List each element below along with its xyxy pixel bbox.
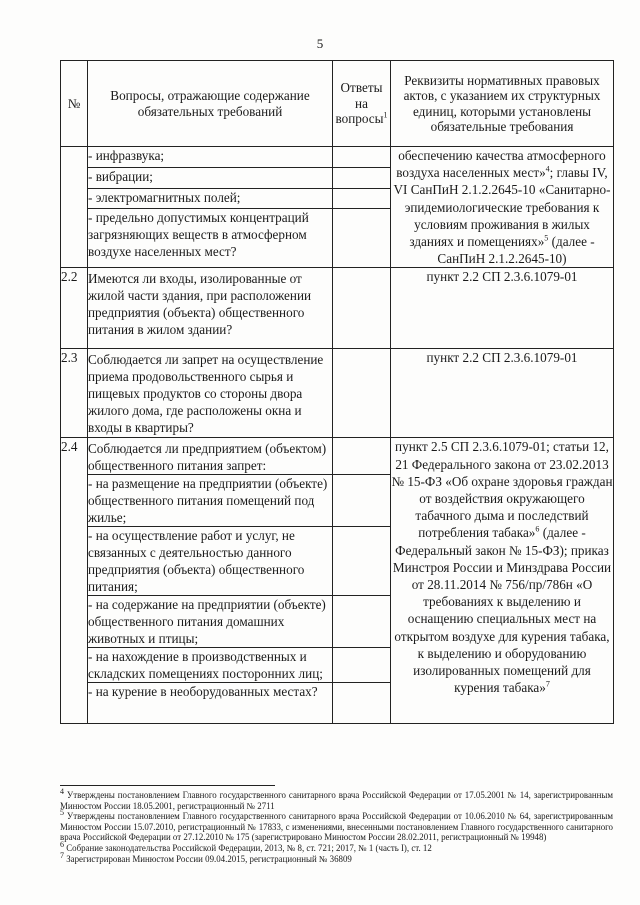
question-text: Имеются ли входы, изолированные от жилой части здания, при расположении предприятия (объекта) общественного питания в жилом здании?: [88, 268, 333, 349]
sub-item: - на размещение на предприятии (объекте) общественного питания помещений под жилье;: [88, 475, 333, 527]
reference-cell: обеспечению качества атмосферного воздуха населенных мест»$^4$; главы IV, VI СанПиН 2.1.2.2645-10 «Санитарно-эпидемиологические требования к условиям проживания в жилых зданиях и помещениях»$^5$ (далее - СанПиН 2.1.2.2645-10): [391, 147, 614, 268]
footnote: $^4$ Утверждены постановлением Главного государственного санитарного врача Российской Федерации от 17.05.2001 № 14, зарегистрированным Минюстом России 18.05.2001, регистрационный № 2711: [60, 787, 613, 811]
table-row: [61, 349, 614, 438]
row-num: 2.2: [61, 268, 88, 349]
answer-cell[interactable]: [333, 188, 391, 209]
answer-cell[interactable]: [333, 648, 391, 683]
table-row: [61, 268, 614, 349]
table-header-row: [61, 61, 614, 147]
answer-cell[interactable]: [333, 527, 391, 596]
reference-cell: пункт 2.5 СП 2.3.6.1079-01; статьи 12, 21 Федерального закона от 23.02.2013 № 15-ФЗ «Об охране здоровья граждан от воздействия окружающего табачного дыма и последствий потребления табака»$^6$ (далее - Федеральный закон № 15-ФЗ); приказ Минстроя России и Минздрава России от 28.11.2014 № 756/пр/786н «О требованиях к выделению и оснащению специальных мест на открытом воздухе для курения табака, к выделению и оборудованию изолированных помещений для курения табака»$^7$: [391, 438, 614, 724]
header-refs: Реквизиты нормативных правовых актов, с указанием их структурных единиц, которыми установлены обязательные требования: [391, 61, 614, 147]
sub-item: - предельно допустимых концентраций загрязняющих веществ в атмосферном воздухе населенных мест?: [88, 209, 333, 268]
answer-cell[interactable]: [333, 167, 391, 188]
table-row: [61, 438, 614, 475]
answer-cell[interactable]: [333, 268, 391, 349]
footnotes: [60, 787, 613, 864]
sub-item: - на содержание на предприятии (объекте) общественного питания домашних животных и птицы;: [88, 596, 333, 648]
sub-item: - инфразвука;: [88, 147, 333, 168]
footnote-divider: [60, 785, 275, 786]
sub-item: - на осуществление работ и услуг, не связанных с деятельностью данного предприятия (объекта) общественного питания;: [88, 527, 333, 596]
reference-cell: пункт 2.2 СП 2.3.6.1079-01: [391, 349, 614, 438]
footnote: $^6$ Собрание законодательства Российской Федерации, 2013, № 8, ст. 721; 2017, № 1 (часть I), ст. 12: [60, 840, 432, 853]
footnote: $^5$ Утверждены постановлением Главного государственного санитарного врача Российской Федерации от 10.06.2010 № 64, зарегистрированным Минюстом России 15.07.2010, регистрационный № 17833, с изменениями, внесенными постановлением Главного государственного санитарного врача Российской Федерации от 27.12.2010 № 175 (зарегистрировано Минюстом России 28.02.2011, регистрационный № 19948): [60, 808, 613, 843]
page-number: 5: [316, 36, 324, 51]
row-num: [61, 147, 88, 268]
answer-cell[interactable]: [333, 438, 391, 475]
answer-cell[interactable]: [333, 475, 391, 527]
requirements-table: [60, 60, 614, 724]
sub-item: - на курение в необорудованных местах?: [88, 683, 333, 724]
question-text: Соблюдается ли запрет на осуществление приема продовольственного сырья и пищевых продуктов со стороны двора жилого дома, где расположены окна и входы в квартиры?: [88, 349, 333, 438]
footnote-mark: 1: [383, 110, 388, 120]
header-answers: Ответы на вопросы$^1$: [333, 61, 391, 147]
sub-item: - на нахождение в производственных и складских помещениях посторонних лиц;: [88, 648, 333, 683]
reference-cell: пункт 2.2 СП 2.3.6.1079-01: [391, 268, 614, 349]
sub-item: - электромагнитных полей;: [88, 188, 333, 209]
question-text: Соблюдается ли предприятием (объектом) общественного питания запрет:: [88, 438, 333, 475]
footnote: $^7$ Зарегистрирован Минюстом России 09.04.2015, регистрационный № 36809: [60, 850, 352, 864]
row-num: 2.4: [61, 438, 88, 724]
row-num: 2.3: [61, 349, 88, 438]
answer-cell[interactable]: [333, 147, 391, 168]
sub-item: - вибрации;: [88, 167, 333, 188]
answer-cell[interactable]: [333, 596, 391, 648]
answer-cell[interactable]: [333, 683, 391, 724]
header-num: №: [61, 61, 88, 147]
answer-cell[interactable]: [333, 209, 391, 268]
answer-cell[interactable]: [333, 349, 391, 438]
header-questions: Вопросы, отражающие содержание обязательных требований: [88, 61, 333, 147]
table-row: [61, 147, 614, 168]
